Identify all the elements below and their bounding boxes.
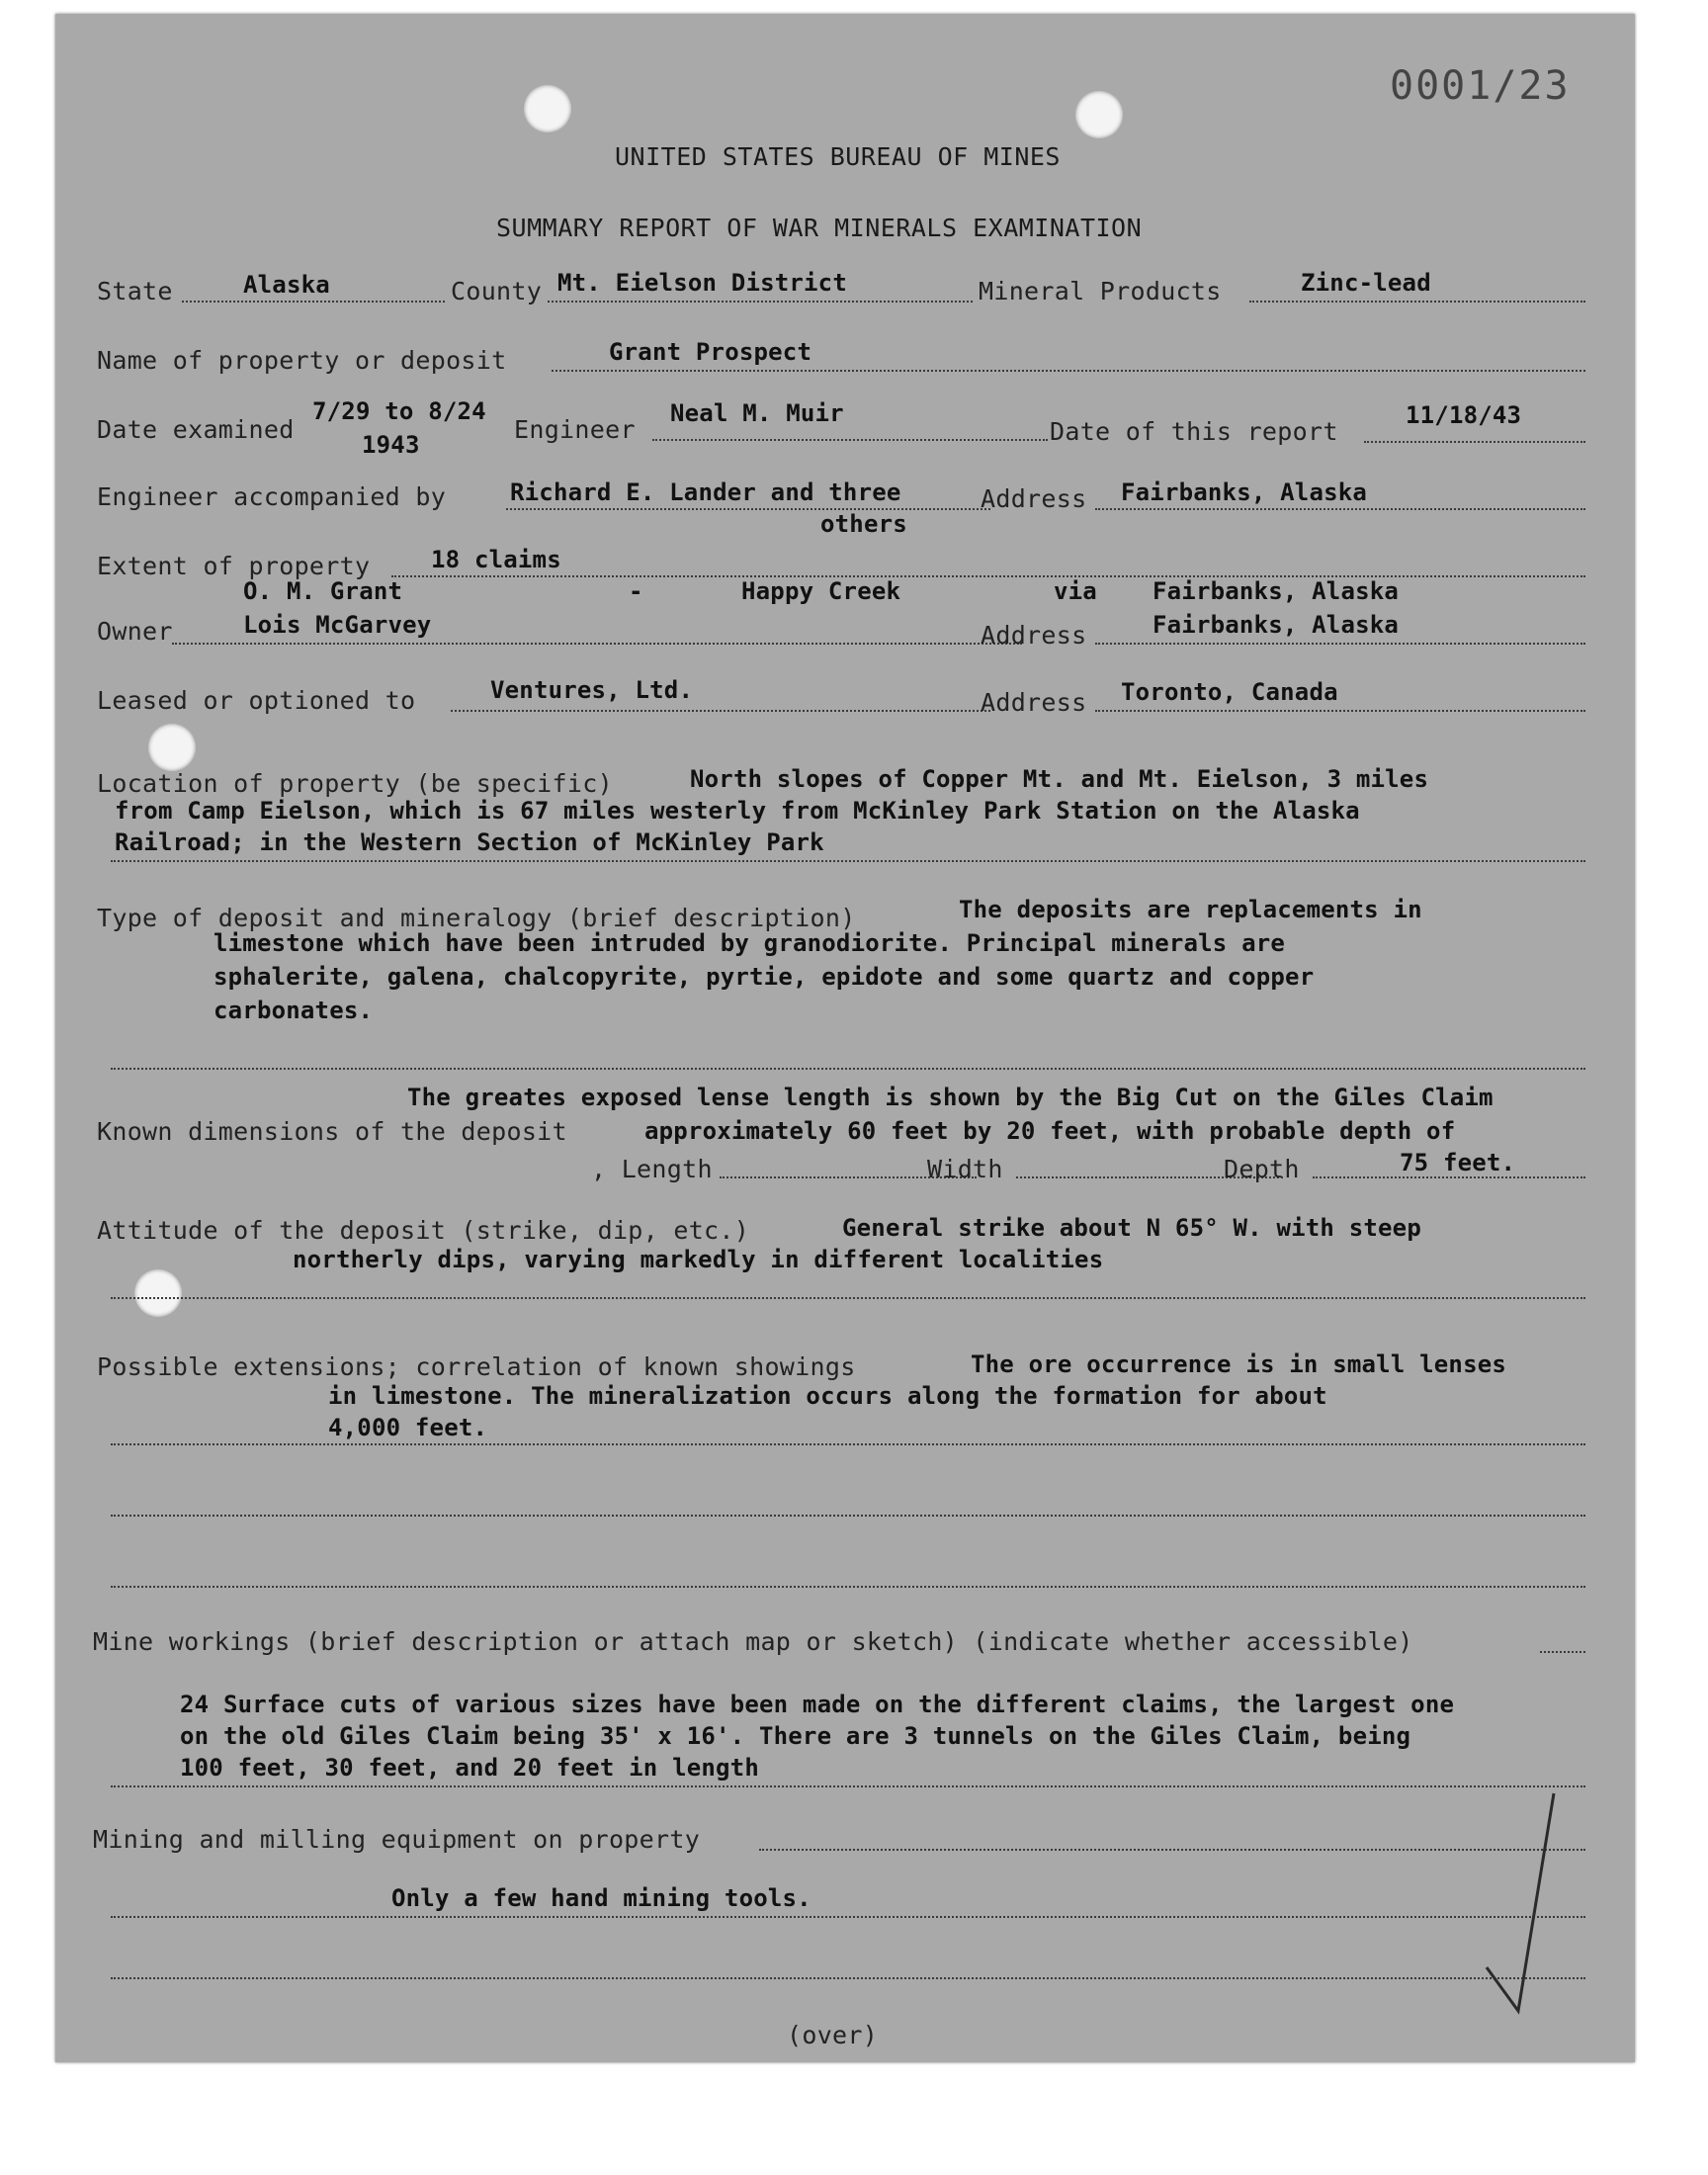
mineral-products-line [1249, 301, 1585, 303]
report-date-label: Date of this report [1050, 417, 1338, 446]
deposit-type-label: Type of deposit and mineralogy (brief description) [97, 904, 856, 932]
leased-value: Ventures, Ltd. [490, 676, 694, 704]
accompanied-line [506, 508, 990, 510]
property-name-value: Grant Prospect [609, 338, 812, 366]
owner-1-address: Fairbanks, Alaska [1153, 577, 1400, 605]
accompanied-value-2: others [820, 510, 907, 538]
workings-label: Mine workings (brief description or attach map or sketch) (indicate whether accessible) [93, 1627, 1413, 1656]
punch-hole [524, 85, 571, 132]
owner-2-name: Lois McGarvey [243, 611, 432, 639]
depth-label: Depth [1224, 1155, 1300, 1183]
accompanied-address-label: Address [981, 484, 1087, 513]
dimensions-label: Known dimensions of the deposit [97, 1117, 567, 1146]
leased-address-value: Toronto, Canada [1121, 678, 1338, 706]
extensions-label: Possible extensions; correlation of known showings [97, 1352, 856, 1381]
extent-value: 18 claims [431, 546, 561, 573]
location-line-3: Railroad; in the Western Section of McKinley Park [115, 828, 824, 856]
over-label: (over) [787, 2021, 879, 2049]
extensions-line-1: The ore occurrence is in small lenses [971, 1350, 1507, 1378]
equipment-line [111, 1916, 1585, 1918]
extensions-line [111, 1443, 1585, 1445]
blank-line [111, 1515, 1585, 1517]
dimensions-note-2: approximately 60 feet by 20 feet, with probable depth of [644, 1117, 1456, 1145]
attitude-line-1: General strike about N 65° W. with steep [842, 1214, 1421, 1242]
punch-hole [148, 724, 196, 771]
owner-address-label: Address [981, 621, 1087, 650]
workings-line-1: 24 Surface cuts of various sizes have been made on the different claims, the largest one [180, 1691, 1455, 1718]
location-line-1: North slopes of Copper Mt. and Mt. Eielson, 3 miles [690, 765, 1429, 793]
blank-line [111, 1977, 1585, 1979]
agency-title: UNITED STATES BUREAU OF MINES [615, 142, 1061, 171]
equipment-value: Only a few hand mining tools. [391, 1884, 811, 1912]
owner-address-line [1095, 643, 1585, 645]
leased-address-label: Address [981, 688, 1087, 717]
attitude-line [111, 1297, 1585, 1299]
state-line [182, 301, 445, 303]
property-name-label: Name of property or deposit [97, 346, 507, 375]
punch-hole [1075, 91, 1123, 138]
report-date-line [1364, 441, 1585, 443]
owner-2-address: Fairbanks, Alaska [1153, 611, 1400, 639]
extensions-line-3: 4,000 feet. [328, 1414, 488, 1441]
workings-line-2: on the old Giles Claim being 35' x 16'. There are 3 tunnels on the Giles Claim, being [180, 1722, 1411, 1750]
engineer-label: Engineer [514, 415, 636, 444]
blank-line [111, 1586, 1585, 1588]
length-label: , Length [591, 1155, 713, 1183]
owner-line [172, 643, 1022, 645]
owner-label: Owner [97, 617, 173, 646]
leased-line [451, 710, 990, 712]
depth-line [1313, 1176, 1585, 1178]
date-examined-value: 7/29 to 8/24 [312, 397, 486, 425]
extent-label: Extent of property [97, 552, 371, 580]
county-label: County [451, 277, 543, 305]
deposit-type-line-3: sphalerite, galena, chalcopyrite, pyrtie, epidote and some quartz and copper [214, 963, 1315, 991]
accompanied-label: Engineer accompanied by [97, 482, 447, 511]
accompanied-address-line [1095, 508, 1585, 510]
engineer-line [652, 439, 1048, 441]
mineral-products-label: Mineral Products [979, 277, 1222, 305]
report-date-value: 11/18/43 [1406, 401, 1522, 429]
extent-line [391, 575, 1585, 577]
deposit-type-line-4: carbonates. [214, 997, 374, 1024]
attitude-line-2: northerly dips, varying markedly in different localities [293, 1246, 1104, 1273]
workings-label-line [1540, 1651, 1585, 1653]
property-name-line [552, 370, 1585, 372]
location-label: Location of property (be specific) [97, 769, 613, 798]
state-value: Alaska [243, 271, 330, 299]
attitude-label: Attitude of the deposit (strike, dip, etc.) [97, 1216, 750, 1245]
owner-dash: - [629, 577, 643, 605]
date-examined-label: Date examined [97, 415, 295, 444]
owner-location: Happy Creek [741, 577, 901, 605]
engineer-value: Neal M. Muir [670, 399, 844, 427]
dimensions-note-1: The greates exposed lense length is shown by the Big Cut on the Giles Claim [407, 1084, 1494, 1111]
report-title: SUMMARY REPORT OF WAR MINERALS EXAMINATION [496, 214, 1143, 242]
leased-address-line [1095, 710, 1585, 712]
accompanied-address-value: Fairbanks, Alaska [1121, 478, 1368, 506]
page-stamp: 0001/23 [1390, 63, 1571, 109]
extensions-line-2: in limestone. The mineralization occurs along the formation for about [328, 1382, 1327, 1410]
punch-hole [134, 1269, 182, 1317]
deposit-type-line-2: limestone which have been intruded by granodiorite. Principal minerals are [214, 929, 1286, 957]
leased-label: Leased or optioned to [97, 686, 416, 715]
state-label: State [97, 277, 173, 305]
check-mark [1479, 1784, 1578, 2021]
location-line-2: from Camp Eielson, which is 67 miles westerly from McKinley Park Station on the Alaska [115, 797, 1360, 825]
owner-1-name: O. M. Grant [243, 577, 403, 605]
county-value: Mt. Eielson District [557, 269, 847, 297]
width-label: Width [927, 1155, 1003, 1183]
owner-via: via [1054, 577, 1097, 605]
deposit-type-line [111, 1068, 1585, 1070]
date-examined-year: 1943 [362, 431, 420, 459]
location-line [111, 860, 1585, 862]
report-sheet [55, 14, 1635, 2062]
mineral-products-value: Zinc-lead [1301, 269, 1431, 297]
county-line [548, 301, 973, 303]
workings-line [111, 1785, 1585, 1787]
equipment-label: Mining and milling equipment on property [93, 1825, 701, 1854]
deposit-type-line-1: The deposits are replacements in [959, 896, 1422, 923]
accompanied-value: Richard E. Lander and three [510, 478, 901, 506]
equipment-label-line [759, 1849, 1585, 1851]
depth-value: 75 feet. [1400, 1149, 1516, 1176]
workings-line-3: 100 feet, 30 feet, and 20 feet in length [180, 1754, 759, 1782]
